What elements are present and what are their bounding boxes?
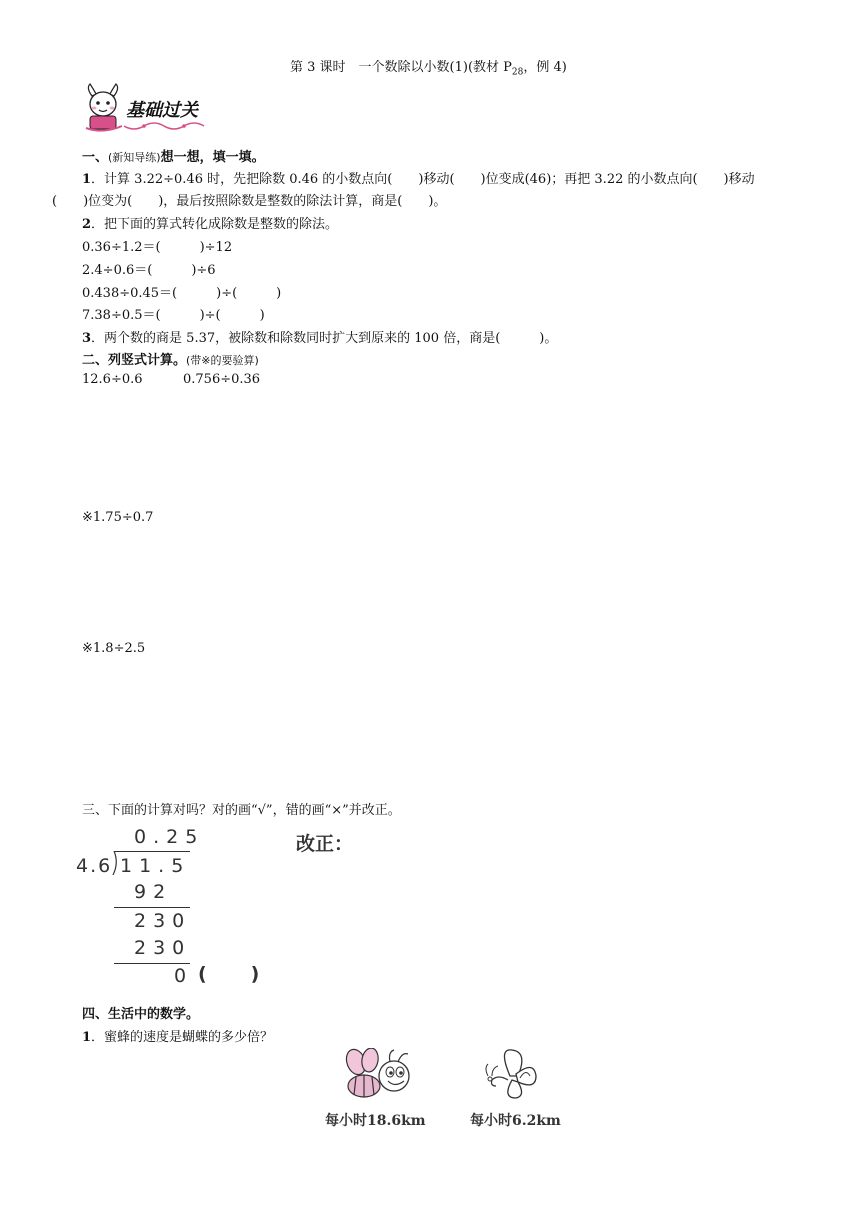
section-badge bbox=[80, 82, 214, 134]
title-subscript: 28 bbox=[511, 67, 524, 78]
division-rule bbox=[114, 907, 190, 908]
section3-heading: 三、下面的计算对吗？对的画“√”，错的画“×”并改正。 bbox=[82, 803, 401, 818]
division-remainder: 0 bbox=[174, 965, 194, 987]
division-dividend: 11.5 bbox=[120, 855, 191, 877]
q1-line2 bbox=[52, 190, 446, 209]
q2-item: 0.36÷1.2＝( )÷12 bbox=[82, 240, 233, 255]
q2-item: 7.38÷0.5＝( )÷( ) bbox=[82, 308, 265, 323]
title-text: 第 3 课时 一个数除以小数(1)(教材 P bbox=[290, 60, 512, 75]
badge-label: 基础过关 bbox=[126, 100, 198, 121]
q2-number: 2 bbox=[82, 217, 92, 232]
badge-underline-icon bbox=[122, 120, 214, 134]
division-bar bbox=[114, 851, 190, 852]
section1-heading-main: 想一想，填一填。 bbox=[160, 150, 265, 165]
butterfly-speed-caption: 每小时6.2km bbox=[470, 1113, 561, 1129]
q2-item: 2.4÷0.6＝( )÷6 bbox=[82, 263, 216, 278]
q4-line bbox=[82, 1026, 273, 1045]
judge-blank: ( ) bbox=[198, 963, 262, 985]
division-divisor: 4.6 bbox=[76, 855, 113, 877]
q2-text: ．把下面的算式转化成除数是整数的除法。 bbox=[91, 217, 339, 232]
correction-label: 改正： bbox=[296, 833, 354, 855]
division-step: 230 bbox=[134, 937, 192, 959]
section1-heading bbox=[82, 146, 265, 165]
division-step: 230 bbox=[134, 910, 192, 932]
section2-heading bbox=[82, 349, 259, 368]
division-rule bbox=[114, 963, 190, 964]
q1-text-1: ．计算 3.22÷0.46 时，先把除数 0.46 的小数点向( )移动( )位变成(46)；再把 3.22 的小数点向( )移动 bbox=[91, 172, 755, 187]
vertical-problem: ※1.75÷0.7 bbox=[82, 510, 154, 525]
q2-item: 0.438÷0.45＝( )÷( ) bbox=[82, 286, 282, 301]
section2-heading-note: (带※的要验算) bbox=[186, 354, 259, 367]
section1-heading-tag: (新知导练) bbox=[108, 151, 161, 164]
page-title bbox=[290, 56, 567, 78]
goat-mascot-icon bbox=[80, 82, 126, 132]
q3-line bbox=[82, 327, 557, 346]
long-division bbox=[74, 824, 274, 987]
section4-heading: 四、生活中的数学。 bbox=[82, 1007, 200, 1022]
q2-line bbox=[82, 213, 338, 232]
vertical-problem: 0.756÷0.36 bbox=[183, 372, 261, 387]
q4-number: 1 bbox=[82, 1030, 92, 1045]
vertical-problem: ※1.8÷2.5 bbox=[82, 641, 146, 656]
division-quotient: 0.25 bbox=[134, 826, 205, 848]
q3-number: 3 bbox=[82, 331, 92, 346]
q1-text-2: ( )位变为( )，最后按照除数是整数的除法计算，商是( )。 bbox=[52, 194, 447, 209]
bee-speed-caption: 每小时18.6km bbox=[325, 1113, 426, 1129]
butterfly-icon bbox=[482, 1046, 542, 1104]
q4-text: ．蜜蜂的速度是蝴蝶的多少倍？ bbox=[91, 1030, 274, 1045]
section1-heading-prefix: 一、 bbox=[82, 150, 109, 165]
title-tail: ，例 4) bbox=[523, 60, 567, 75]
bee-icon bbox=[338, 1048, 418, 1104]
q1-number: 1 bbox=[82, 172, 92, 187]
section2-heading-main: 二、列竖式计算。 bbox=[82, 353, 187, 368]
q3-text: ．两个数的商是 5.37，被除数和除数同时扩大到原来的 100 倍，商是( )。 bbox=[91, 331, 558, 346]
vertical-problem: 12.6÷0.6 bbox=[82, 372, 143, 387]
q1-line1 bbox=[82, 168, 755, 187]
division-step: 92 bbox=[134, 881, 173, 903]
